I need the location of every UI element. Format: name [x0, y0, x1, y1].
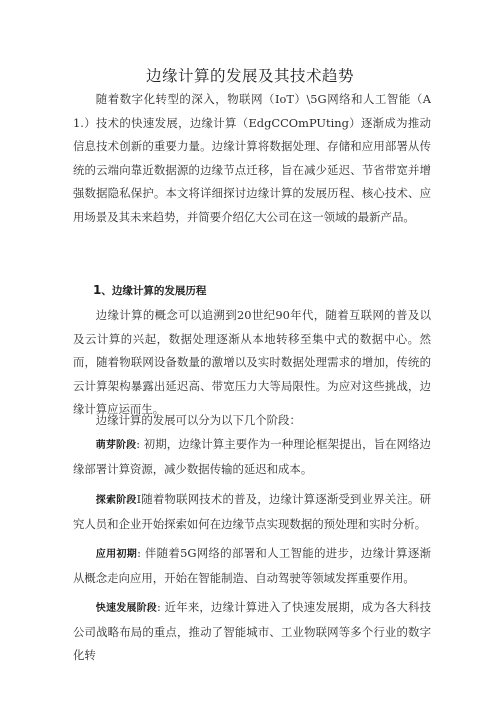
section-heading	[93, 283, 206, 298]
stage-text: : 近年来，边缘计算进入了快速发展期，成为各大科技公司战略布局的重点，推动了智能城市、工业物联网等多个行业的数字化转	[73, 600, 432, 662]
intro-paragraph: 随着数字化转型的深入，物联网（IoT）\5G网络和人工智能（A1.）技术的快速发展，边缘计算（EdgCCOmPUting）逐渐成为推动信息技术创新的重要力量。边缘计算将数据处理、存储和应用部署从传统的云端向靠近数据源的边缘节点迁移，旨在减少延迟、节省带宽并增强数据隐私保护。本文将详细探讨边缘计算的发展历程、核心技术、应用场景及其未来趋势，并简要介绍亿大公司在这一领域的最新产品。	[73, 92, 431, 224]
stage-text: I随着物联网技术的普及，边缘计算逐渐受到业界关注。研究人员和企业开始探索如何在边缘节点实现数据的预处理和实时分析。	[73, 492, 431, 531]
section-title: 、边缘计算的发展历程	[101, 285, 207, 297]
stage-item	[73, 542, 431, 590]
stage-label: 探索阶段	[95, 495, 137, 506]
stages-intro-paragraph: 边缘计算的发展可以分为以下几个阶段：	[95, 413, 301, 427]
stage-item	[73, 596, 431, 668]
section-number: 1	[93, 283, 102, 297]
stage-item	[73, 488, 431, 536]
stage-text: : 伴随着5G网络的部署和人工智能的进步，边缘计算逐渐从概念走向应用，开始在智能制造、自动驾驶等领域发挥重要作用。	[73, 546, 431, 585]
stage-label: 快速发展阶段	[95, 603, 157, 614]
stage-label: 应用初期	[95, 549, 138, 560]
history-paragraph: 边缘计算的概念可以追溯到20世纪90年代，随着互联网的普及以及云计算的兴起，数据处理逐渐从本地转移至集中式的数据中心。然而，随着物联网设备数量的激增以及实时数据处理需求的增加，传统的云计算架构暴露出延迟高、带宽压力大等局限性。为应对这些挑战，边缘计算应运而生。	[73, 308, 431, 416]
stage-item	[73, 433, 431, 481]
document-title: 边缘计算的发展及其技术趋势	[145, 67, 354, 85]
stage-label: 萌芽阶段	[95, 440, 137, 451]
stage-text: : 初期，边缘计算主要作为一种理论框架提出，旨在网络边缘部署计算资源，减少数据传输的延迟和成本。	[73, 437, 432, 476]
